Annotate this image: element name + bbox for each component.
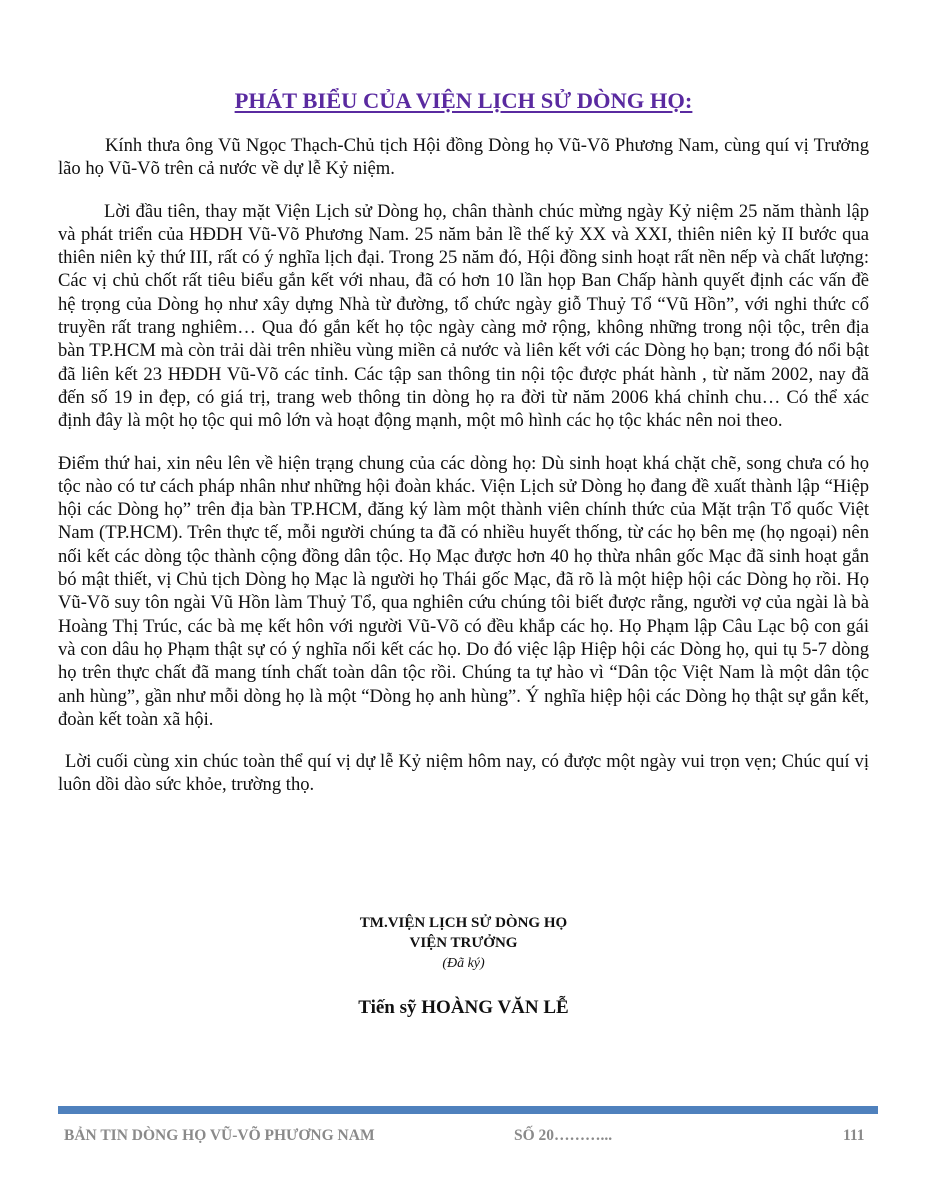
- footer-page-number: 111: [843, 1127, 865, 1144]
- footer-publication: BẢN TIN DÒNG HỌ VŨ-VÕ PHƯƠNG NAM: [64, 1127, 375, 1144]
- paragraph-closing: Lời cuối cùng xin chúc toàn thể quí vị dự lễ Kỷ niệm hôm nay, có được một ngày vui trọn vẹn; Chúc quí vị luôn dồi dào sức khỏe, trường thọ.: [58, 751, 869, 796]
- signature-name: Tiến sỹ HOÀNG VĂN LỄ: [358, 997, 569, 1018]
- page-title: PHÁT BIỂU CỦA VIỆN LỊCH SỬ DÒNG HỌ:: [234, 88, 693, 113]
- signature-organization: TM.VIỆN LỊCH SỬ DÒNG HỌ: [359, 915, 568, 931]
- body-text: [58, 134, 869, 816]
- footer-divider: [58, 1106, 878, 1114]
- paragraph-greeting: Kính thưa ông Vũ Ngọc Thạch-Chủ tịch Hội đồng Dòng họ Vũ-Võ Phương Nam, cùng quí vị Trưởng lão họ Vũ-Võ trên cả nước về dự lễ Kỷ niệm.: [58, 135, 869, 180]
- paragraph-congratulation: Lời đầu tiên, thay mặt Viện Lịch sử Dòng họ, chân thành chúc mừng ngày Kỷ niệm 25 năm thành lập và phát triển của HĐDH Vũ-Võ Phương Nam. 25 năm bản lề thế kỷ XX và XXI, thiên niên kỷ II bước qua thiên niên kỷ thứ III, rất có ý nghĩa lịch đại. Trong 25 năm đó, Hội đồng sinh hoạt rất nền nếp và chất lượng: Các vị chủ chốt rất tiêu biểu gắn kết với nhau, đã có hơn 10 lần họp Ban Chấp hành quyết định các vấn đề hệ trọng của Dòng họ như xây dựng Nhà từ đường, tổ chức ngày giỗ Thuỷ Tổ “Vũ Hồn”, với nghi thức cổ truyền rất trang nghiêm… Qua đó gắn kết họ tộc ngày càng mở rộng, không những trong nội tộc, trên địa bàn TP.HCM mà còn trải dài trên nhiều vùng miền cả nước và liên kết với các Dòng họ bạn; trong đó nổi bật đã liên kết 23 HĐDH Vũ-Võ các tỉnh. Các tập san thông tin nội tộc được phát hành , từ năm 2002, nay đã đến số 19 in đẹp, có giá trị, trang web thông tin dòng họ ra đời từ năm 2006 khá chỉnh chu… Có thể xác định đây là một họ tộc qui mô lớn và hoạt động mạnh, một mô hình các họ tộc khác nên noi theo.: [58, 200, 869, 432]
- footer-issue: SỐ 20………...: [514, 1127, 613, 1144]
- signature-note: (Đã ký): [442, 956, 485, 971]
- signature-role: VIỆN TRƯỞNG: [409, 935, 518, 951]
- paragraph-current-status: Điểm thứ hai, xin nêu lên về hiện trạng chung của các dòng họ: Dù sinh hoạt khá chặt chẽ, song chưa có họ tộc nào có tư cách pháp nhân như những hội đoàn khác. Viện Lịch sử Dòng họ đang đề xuất thành lập “Hiệp hội các Dòng họ” trên địa bàn TP.HCM, đăng ký làm một thành viên chính thức của Mặt trận Tổ quốc Việt Nam (TP.HCM). Trên thực tế, mỗi người chúng ta đã có nhiều huyết thống, từ các họ bên mẹ (họ ngoại) nên nối kết các dòng tộc thành cộng đồng dân tộc. Họ Mạc được hơn 40 họ thừa nhân gốc Mạc đã sinh hoạt gắn bó mật thiết, vị Chủ tịch Dòng họ Mạc là người họ Thái gốc Mạc, đã rõ là một hiệp hội các Dòng họ rồi. Họ Vũ-Võ suy tôn ngài Vũ Hồn làm Thuỷ Tổ, qua nghiên cứu chúng tôi biết được rằng, người vợ của ngài là bà Hoàng Thị Trúc, các bà mẹ kết hôn với người Vũ-Võ có đều khắp các họ. Họ Phạm lập Câu Lạc bộ con gái và con dâu họ Phạm thật sự có ý nghĩa nối kết các họ. Do đó việc lập Hiệp hội các Dòng họ, qui tụ 5-7 dòng họ trên thực chất đã mang tính chất toàn dân tộc rồi. Chúng ta tự hào vì “Dân tộc Việt Nam là một dân tộc anh hùng”, gần như mỗi dòng họ là một “Dòng họ anh hùng”. Ý nghĩa hiệp hội các Dòng họ thật sự gắn kết, đoàn kết toàn xã hội.: [58, 452, 869, 730]
